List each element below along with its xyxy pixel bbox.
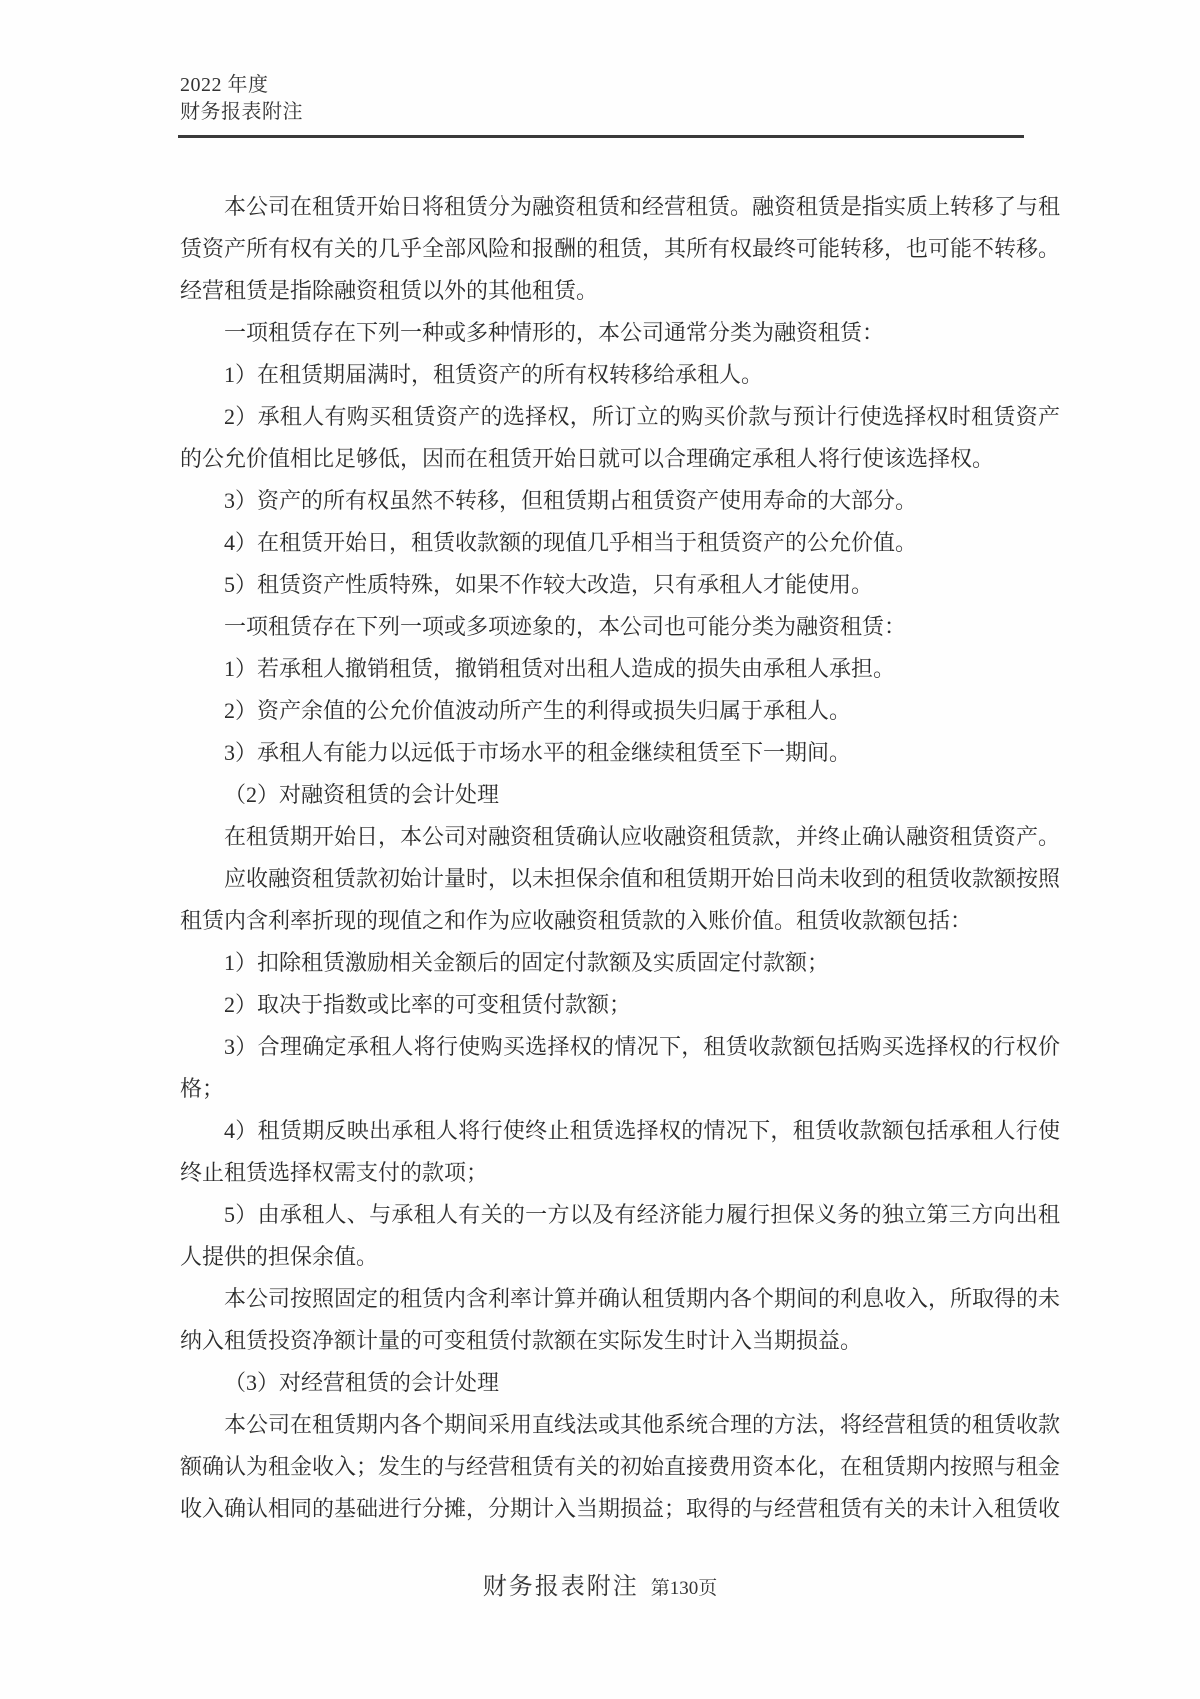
list-item: 5）租赁资产性质特殊，如果不作较大改造，只有承租人才能使用。 [224,572,874,597]
paragraph: 在租赁期开始日，本公司对融资租赁确认应收融资租赁款，并终止确认融资租赁资产。 [224,824,1061,849]
paragraph: 本公司在租赁开始日将租赁分为融资租赁和经营租赁。融资租赁是指实质上转移了与租赁资产所有权有关的几乎全部风险和报酬的租赁，其所有权最终可能转移，也可能不转移。经营租赁是指除融资租赁以外的其他租赁。 [180,194,1061,303]
list-item: 2）承租人有购买租赁资产的选择权，所订立的购买价款与预计行使选择权时租赁资产的公允价值相比足够低，因而在租赁开始日就可以合理确定承租人将行使该选择权。 [180,404,1060,471]
list-item: 5）由承租人、与承租人有关的一方以及有经济能力履行担保义务的独立第三方向出租人提供的担保余值。 [180,1202,1060,1269]
list-item: 3）合理确定承租人将行使购买选择权的情况下，租赁收款额包括购买选择权的行权价格； [180,1034,1060,1101]
header-divider [178,135,1024,138]
footer-page-number: 第130页 [650,1578,718,1599]
page-header [180,72,303,126]
section-heading: （3）对经营租赁的会计处理 [224,1370,500,1395]
section-heading: （2）对融资租赁的会计处理 [224,782,500,807]
list-item: 1）若承租人撤销租赁，撤销租赁对出租人造成的损失由承租人承担。 [224,656,896,681]
list-item: 2）资产余值的公允价值波动所产生的利得或损失归属于承租人。 [224,698,852,723]
list-item: 3）资产的所有权虽然不转移，但租赁期占租赁资产使用寿命的大部分。 [224,488,918,513]
list-item: 4）在租赁开始日，租赁收款额的现值几乎相当于租赁资产的公允价值。 [224,530,918,555]
paragraph: 本公司在租赁期内各个期间采用直线法或其他系统合理的方法，将经营租赁的租赁收款额确认为租金收入；发生的与经营租赁有关的初始直接费用资本化，在租赁期内按照与租金收入确认相同的基础进行分摊，分期计入当期损益；取得的与经营租赁有关的未计入租赁收 [180,1412,1061,1521]
list-item: 3）承租人有能力以远低于市场水平的租金继续租赁至下一期间。 [224,740,852,765]
header-year: 2022 年度 [180,74,269,96]
paragraph: 应收融资租赁款初始计量时，以未担保余值和租赁期开始日尚未收到的租赁收款额按照租赁内含利率折现的现值之和作为应收融资租赁款的入账价值。租赁收款额包括： [180,866,1061,933]
header-title: 财务报表附注 [180,101,303,123]
paragraph: 本公司按照固定的租赁内含利率计算并确认租赁期内各个期间的利息收入，所取得的未纳入租赁投资净额计量的可变租赁付款额在实际发生时计入当期损益。 [180,1286,1061,1353]
page-footer [0,1566,1200,1601]
list-item: 4）租赁期反映出承租人将行使终止租赁选择权的情况下，租赁收款额包括承租人行使终止租赁选择权需支付的款项； [180,1118,1060,1185]
footer-doc-title: 财务报表附注 [482,1574,639,1600]
list-item: 1）在租赁期届满时，租赁资产的所有权转移给承租人。 [224,362,764,387]
list-item: 1）扣除租赁激励相关金额后的固定付款额及实质固定付款额； [224,950,830,975]
body-text [180,186,1060,1530]
paragraph: 一项租赁存在下列一项或多项迹象的，本公司也可能分类为融资租赁： [224,614,907,639]
paragraph: 一项租赁存在下列一种或多种情形的，本公司通常分类为融资租赁： [224,320,885,345]
list-item: 2）取决于指数或比率的可变租赁付款额； [224,992,632,1017]
